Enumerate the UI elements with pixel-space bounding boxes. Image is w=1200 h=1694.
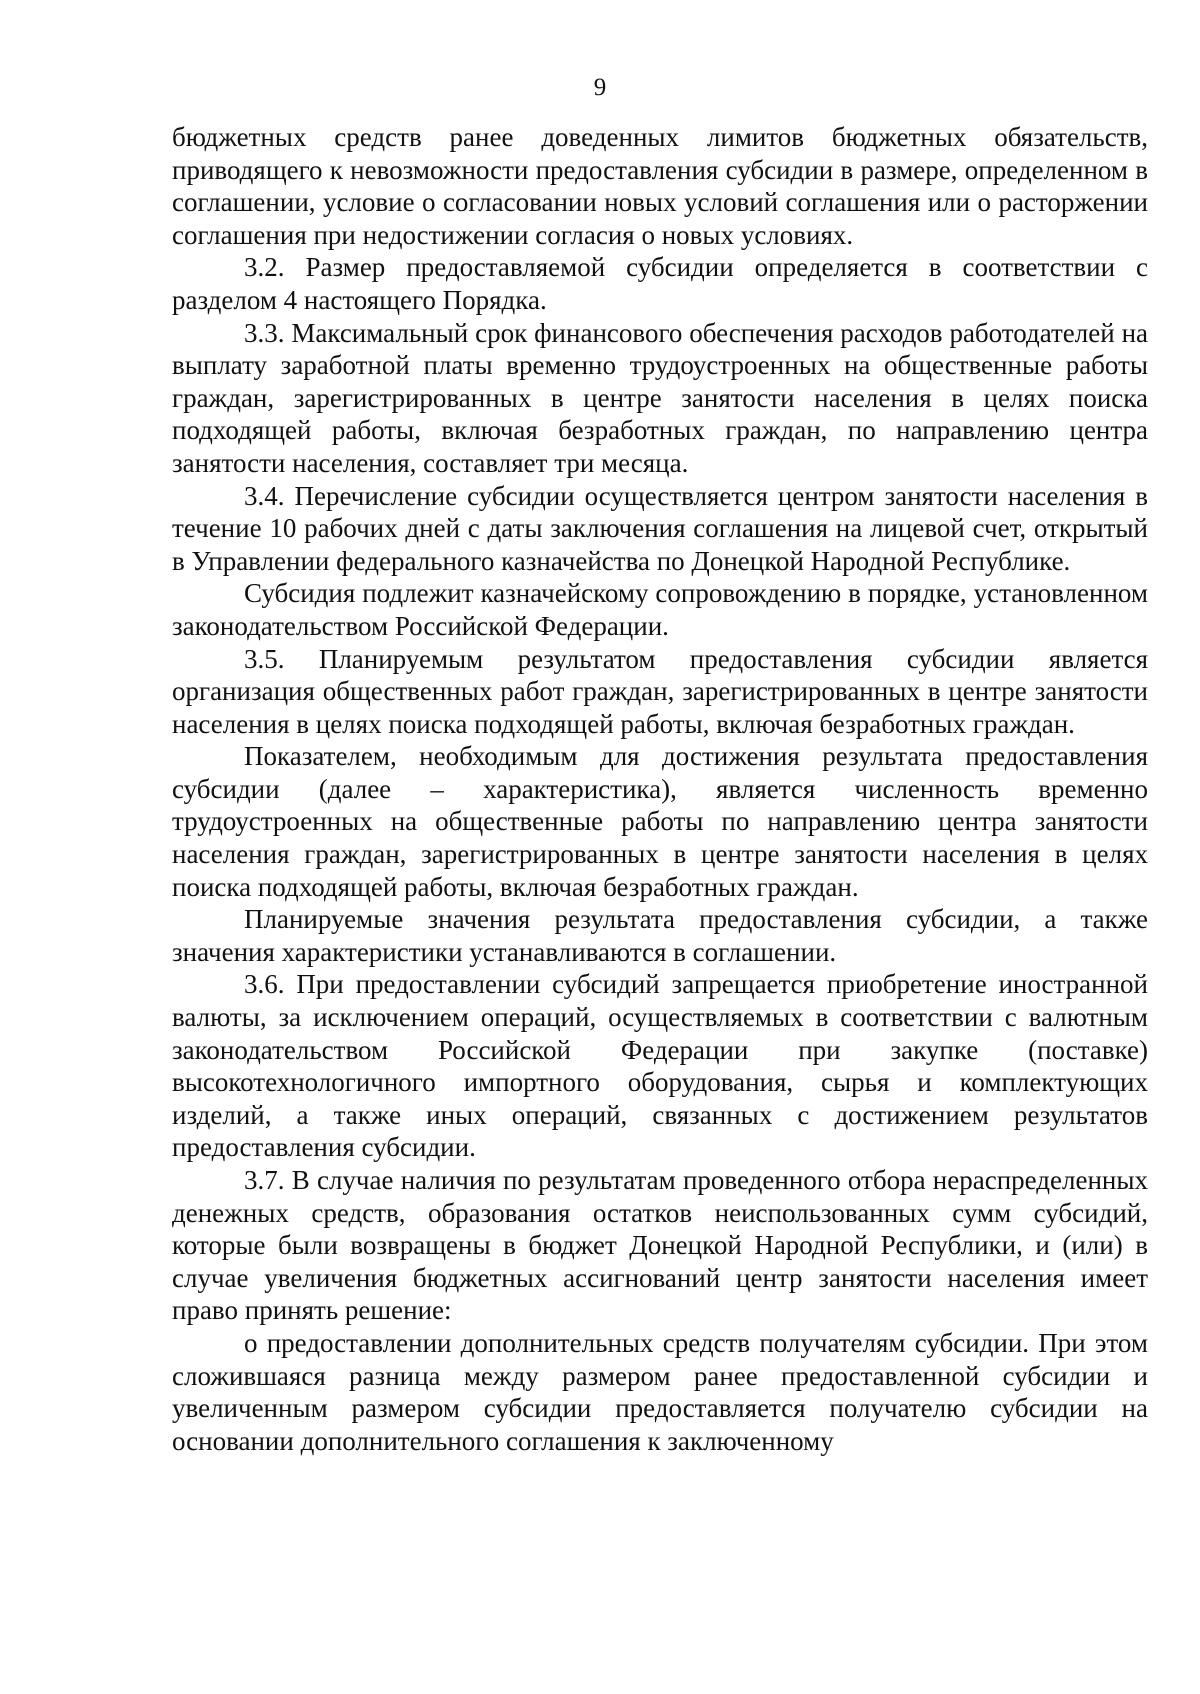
paragraph-3-4: 3.4. Перечисление субсидии осуществляется центром занятости населения в течение 10 рабочих дней с даты заключения соглашения на лицевой счет, открытый в Управлении федерального казначейства по Донецкой Народной Республике. [172, 480, 1148, 576]
page-number: 9 [593, 74, 607, 101]
paragraph-treasury-support: Субсидия подлежит казначейскому сопровождению в порядке, установленном законодательством Российской Федерации. [172, 578, 1148, 641]
document-body [172, 121, 1148, 1457]
paragraph-additional-funds: о предоставлении дополнительных средств получателям субсидии. При этом сложившаяся разница между размером ранее предоставленной субсидии и увеличенным размером субсидии предоставляется получателю субсидии на основании дополнительного соглашения к заключенному [172, 1327, 1148, 1456]
paragraph-3-2: 3.2. Размер предоставляемой субсидии определяется в соответствии с разделом 4 настоящего Порядка. [172, 252, 1148, 315]
paragraph-planned-values: Планируемые значения результата предоставления субсидии, а также значения характеристики устанавливаются в соглашении. [172, 904, 1148, 967]
paragraph-3-6: 3.6. При предоставлении субсидий запрещается приобретение иностранной валюты, за исключением операций, осуществляемых в соответствии с валютным законодательством Российской Федерации при закупке (поставке) высокотехнологичного импортного оборудования, сырья и комплектующих изделий, а также иных операций, связанных с достижением результатов предоставления субсидии. [172, 969, 1148, 1163]
paragraph-3-5: 3.5. Планируемым результатом предоставления субсидии является организация общественных работ граждан, зарегистрированных в центре занятости населения в целях поиска подходящей работы, включая безработных граждан. [172, 643, 1148, 739]
paragraph-3-7: 3.7. В случае наличия по результатам проведенного отбора нераспределенных денежных средств, образования остатков неиспользованных сумм субсидий, которые были возвращены в бюджет Донецкой Народной Республики, и (или) в случае увеличения бюджетных ассигнований центр занятости населения имеет право принять решение: [172, 1165, 1148, 1326]
paragraph-indicator: Показателем, необходимым для достижения результата предоставления субсидии (далее – характеристика), является численность временно трудоустроенных на общественные работы по направлению центра занятости населения граждан, зарегистрированных в центре занятости населения в целях поиска подходящей работы, включая безработных граждан. [172, 741, 1148, 902]
paragraph-continuation: бюджетных средств ранее доведенных лимитов бюджетных обязательств, приводящего к невозможности предоставления субсидии в размере, определенном в соглашении, условие о согласовании новых условий соглашения или о расторжении соглашения при недостижении согласия о новых условиях. [172, 122, 1148, 250]
paragraph-3-3: 3.3. Максимальный срок финансового обеспечения расходов работодателей на выплату заработной платы временно трудоустроенных на общественные работы граждан, зарегистрированных в центре занятости населения в целях поиска подходящей работы, включая безработных граждан, по направлению центра занятости населения, составляет три месяца. [172, 317, 1148, 478]
